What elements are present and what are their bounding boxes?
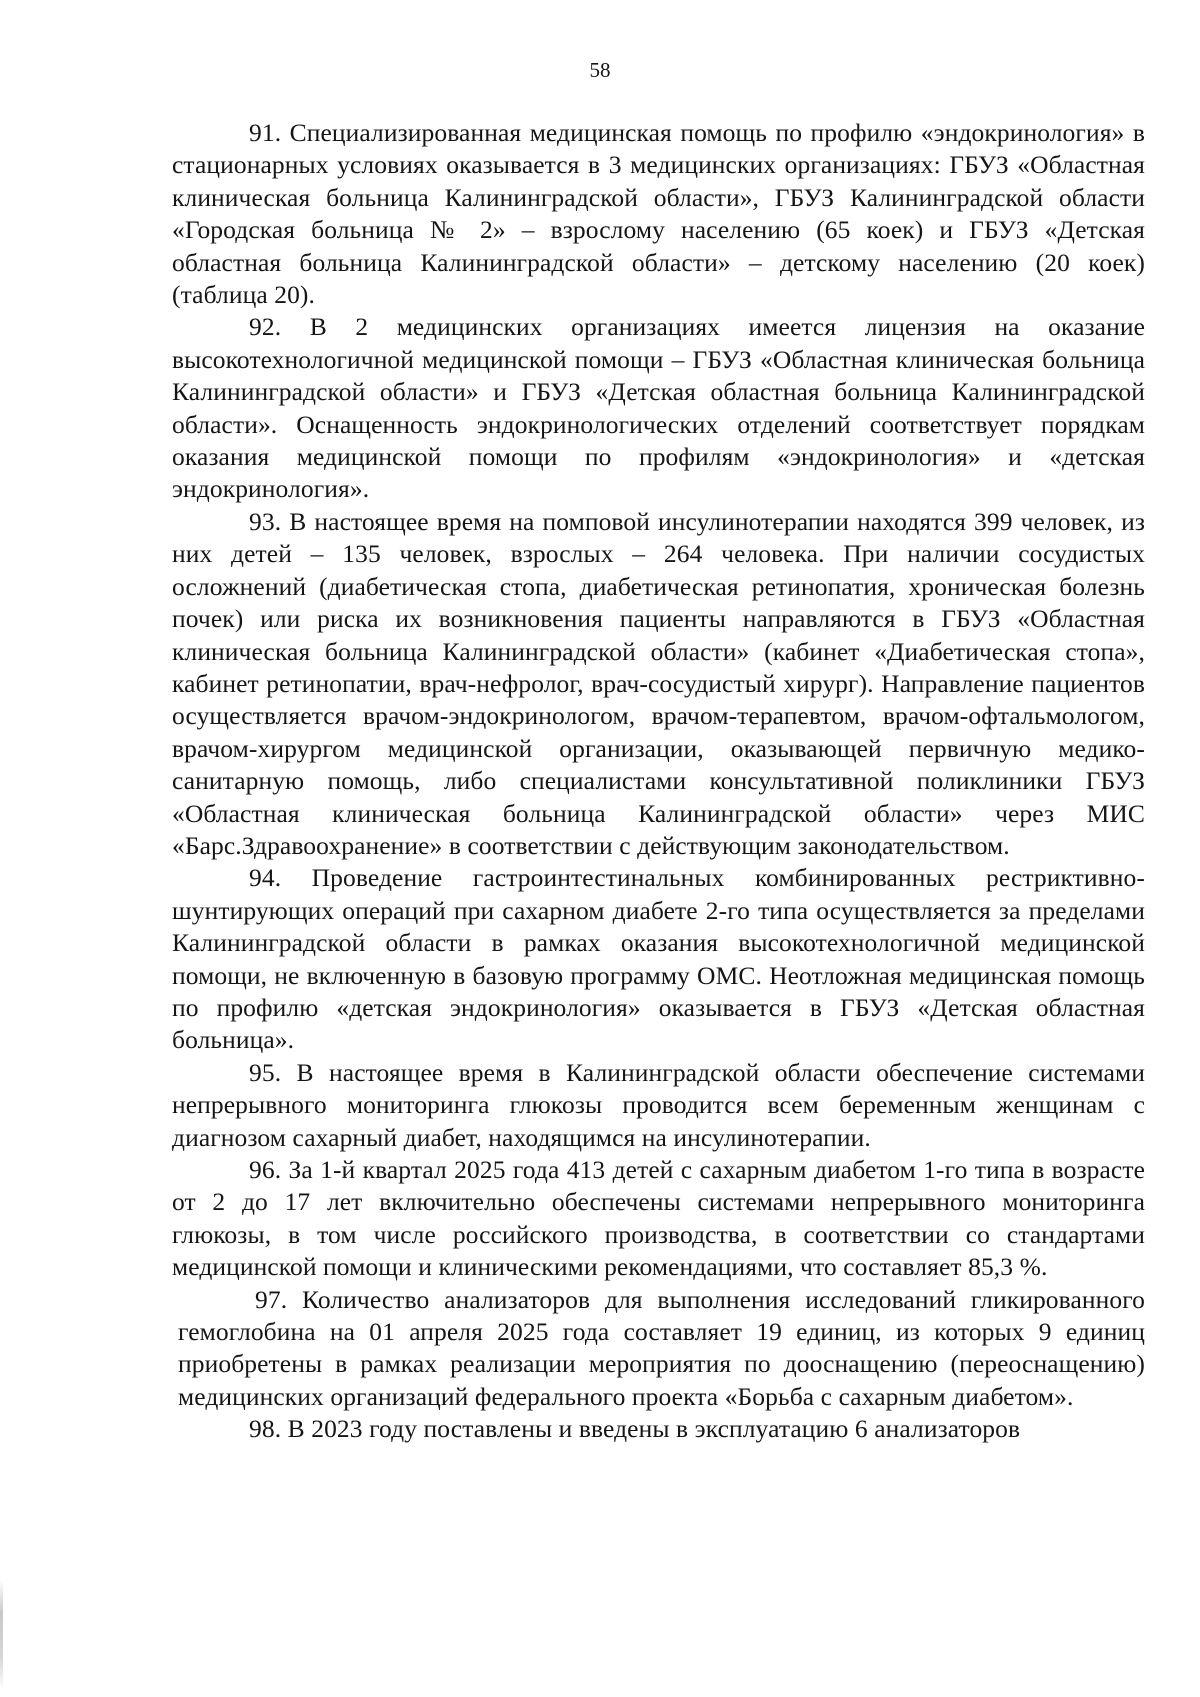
paragraph-94: 94. Проведение гастроинтестинальных комбинированных рестриктивно-шунтирующих операций при сахарном диабете 2-го типа осуществляется за пределами Калининградской области в рамках оказания высокотехнологичной медицинской помощи, не включенную в базовую программу ОМС. Неотложная медицинская помощь по профилю «детская эндокринология» оказывается в ГБУЗ «Детская областная больница». bbox=[172, 863, 1145, 1055]
scan-edge-mark bbox=[0, 1580, 3, 1690]
document-body bbox=[172, 117, 1145, 1446]
page-number: 58 bbox=[589, 58, 611, 82]
paragraph-91: 91. Специализированная медицинская помощь по профилю «эндокринология» в стационарных условиях оказывается в 3 медицинских организациях: ГБУЗ «Областная клиническая больница Калининградской области», ГБУЗ Калининградской области «Городская больница № 2» – взрослому населению (65 коек) и ГБУЗ «Детская областная больница Калининградской области» – детскому населению (20 коек) (таблица 20). bbox=[172, 118, 1145, 310]
paragraph-95: 95. В настоящее время в Калининградской области обеспечение системами непрерывного мониторинга глюкозы проводится всем беременным женщинам с диагнозом сахарный диабет, находящимся на инсулинотерапии. bbox=[172, 1057, 1145, 1152]
paragraph-92: 92. В 2 медицинских организациях имеется лицензия на оказание высокотехнологичной медицинской помощи – ГБУЗ «Областная клиническая больница Калининградской области» и ГБУЗ «Детская областная больница Калининградской области». Оснащенность эндокринологических отделений соответствует порядкам оказания медицинской помощи по профилям «эндокринология» и «детская эндокринология». bbox=[172, 312, 1145, 504]
paragraph-98: 98. В 2023 году поставлены и введены в эксплуатацию 6 анализаторов bbox=[249, 1414, 1021, 1444]
paragraph-93: 93. В настоящее время на помповой инсулинотерапии находятся 399 человек, из них детей – 135 человек, взрослых – 264 человека. При наличии сосудистых осложнений (диабетическая стопа, диабетическая ретинопатия, хроническая болезнь почек) или риска их возникновения пациенты направляются в ГБУЗ «Областная клиническая больница Калининградской области» (кабинет «Диабетическая стопа», кабинет ретинопатии, врач-нефролог, врач-сосудистый хирург). Направление пациентов осуществляется врачом-эндокринологом, врачом-терапевтом, врачом-офтальмологом, врачом-хирургом медицинской организации, оказывающей первичную медико-санитарную помощь, либо специалистами консультативной поликлиники ГБУЗ «Областная клиническая больница Калининградской области» через МИС «Барс.Здравоохранение» в соответствии с действующим законодательством. bbox=[172, 506, 1145, 860]
paragraph-97: 97. Количество анализаторов для выполнения исследований гликированного гемоглобина на 01 апреля 2025 года составляет 19 единиц, из которых 9 единиц приобретены в рамках реализации мероприятия по дооснащению (переоснащению) медицинских организаций федерального проекта «Борьба с сахарным диабетом». bbox=[178, 1284, 1145, 1411]
paragraph-96: 96. За 1-й квартал 2025 года 413 детей с сахарным диабетом 1-го типа в возрасте от 2 до 17 лет включительно обеспечены системами непрерывного мониторинга глюкозы, в том числе российского производства, в соответствии со стандартами медицинской помощи и клиническими рекомендациями, что составляет 85,3 %. bbox=[172, 1155, 1145, 1282]
